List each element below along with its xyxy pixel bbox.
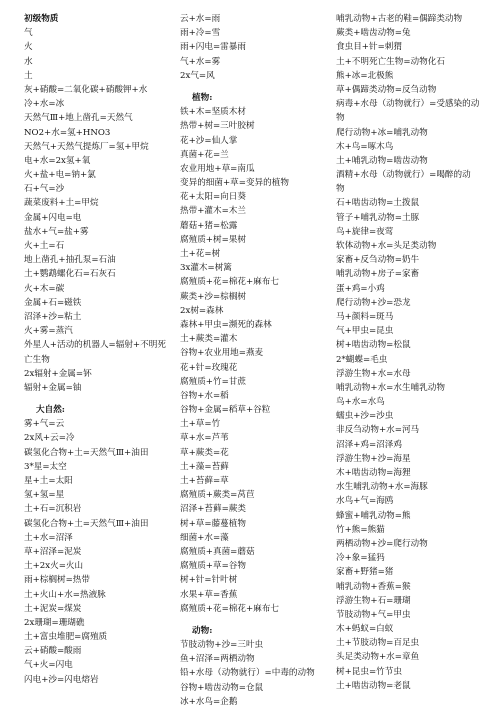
recipe-line: 物 bbox=[336, 184, 345, 195]
recipe-line: 雨+闪电=雷暴雨 bbox=[180, 42, 246, 53]
recipe-line: NO2+水=氢+HNO3 bbox=[24, 127, 111, 138]
recipe-line: 土+哺乳动物=啮齿动物 bbox=[336, 155, 428, 166]
recipe-line: 火+盐+电=钠+氯 bbox=[24, 170, 96, 181]
recipe-line: 土+富虫堆肥=腐殖质 bbox=[24, 632, 108, 643]
recipe-line: 土+2x火=火山 bbox=[24, 561, 84, 572]
recipe-line: 农业用地+草=南瓜 bbox=[180, 163, 255, 174]
section-heading: 植物: bbox=[192, 92, 213, 103]
recipe-line: 土+草=竹 bbox=[180, 419, 221, 430]
recipe-line: 土+不明死亡生物=动物化石 bbox=[336, 56, 445, 67]
recipe-line: 火+雾=蒸汽 bbox=[24, 326, 73, 337]
recipe-line: 食虫目+针=刺猬 bbox=[336, 42, 402, 53]
recipe-line: 爬行动物+沙=恐龙 bbox=[336, 297, 411, 308]
recipe-line: 火+木=碳 bbox=[24, 283, 65, 294]
recipe-line: 腐殖质+草=谷物 bbox=[180, 561, 246, 572]
recipe-line: 云+水=雨 bbox=[180, 14, 221, 24]
recipe-line: 石+啮齿动物=土拨鼠 bbox=[336, 198, 420, 209]
recipe-line: 鸟+水=水鸟 bbox=[336, 397, 385, 408]
recipe-line: 铁+木=坚质木材 bbox=[180, 107, 246, 118]
recipe-line: 土 bbox=[24, 70, 33, 81]
recipe-line: 草+水=芦苇 bbox=[180, 433, 229, 444]
recipe-line: 雾+气=云 bbox=[24, 419, 65, 430]
recipe-line: 草+蕨类=花 bbox=[180, 447, 229, 458]
recipe-line: 家畜+反刍动物=奶牛 bbox=[336, 255, 420, 266]
recipe-line: 水果+草=香蕉 bbox=[180, 589, 238, 600]
recipe-line: 真菌+花=兰 bbox=[180, 149, 229, 160]
recipe-line: 谷物+水=稻 bbox=[180, 390, 229, 401]
recipe-line: 石+气=沙 bbox=[24, 184, 65, 195]
recipe-line: 天然气+天然气提炼厂=氢+甲烷 bbox=[24, 141, 149, 152]
recipe-line: 2*蝴蝶=毛虫 bbox=[336, 354, 388, 365]
recipe-line: 花+沙=仙人掌 bbox=[180, 135, 238, 146]
recipe-line: 哺乳动物+香蕉=猴 bbox=[336, 581, 411, 592]
recipe-line: 马+颜料=斑马 bbox=[336, 311, 394, 322]
recipe-line: 土+节肢动物=百足虫 bbox=[336, 638, 420, 649]
recipe-line: 蛋+鸡=小鸡 bbox=[336, 283, 385, 294]
recipe-line: 水 bbox=[24, 56, 33, 67]
recipe-line: 热带+灌木=木兰 bbox=[180, 206, 246, 217]
recipe-line: 火 bbox=[24, 42, 33, 53]
recipe-line: 沼泽+鸡=沼泽鸡 bbox=[336, 439, 402, 450]
recipe-line: 土+石=沉积岩 bbox=[24, 504, 82, 515]
recipe-line: 3x灌木=树篱 bbox=[180, 263, 232, 274]
recipe-line: 土+藻=苔藓 bbox=[180, 461, 229, 472]
recipe-line: 外星人+活动的机器人=辐射+不明死 bbox=[24, 340, 166, 351]
section-heading: 动物: bbox=[192, 625, 213, 636]
recipe-line: 金属+闪电=电 bbox=[24, 212, 82, 223]
recipe-line: 树+昆虫=竹节虫 bbox=[336, 666, 402, 677]
recipe-line: 鱼+沼泽=两栖动物 bbox=[180, 654, 255, 665]
recipe-line: 腐殖质+树=果树 bbox=[180, 234, 246, 245]
recipe-line: 土+鹦鹉螺化石=石灰石 bbox=[24, 269, 116, 280]
recipe-line: 地上凿孔+抽孔泵=石油 bbox=[24, 255, 116, 266]
recipe-line: 沼泽+沙=粘土 bbox=[24, 311, 82, 322]
recipe-line: 碳氢化合物+土=天然气Ⅲ+油田 bbox=[24, 447, 149, 458]
recipe-line: 蠕虫+沙=沙虫 bbox=[336, 411, 394, 422]
recipe-line: 2x珊瑚=珊瑚礁 bbox=[24, 617, 85, 628]
recipe-line: 土+花=树 bbox=[180, 249, 221, 259]
recipe-line: 花+太阳=向日葵 bbox=[180, 192, 246, 203]
recipe-line: 冰+水鸟=企鹅 bbox=[180, 696, 238, 707]
section-spacer bbox=[180, 83, 330, 91]
recipe-line: 蜂蜜+哺乳动物=熊 bbox=[336, 510, 411, 521]
recipe-line: 2x气=风 bbox=[180, 70, 215, 81]
section-spacer bbox=[180, 616, 330, 624]
recipe-line: 土+水=沼泽 bbox=[24, 532, 73, 543]
recipe-line: 蕨类+啮齿动物=兔 bbox=[336, 28, 411, 39]
recipe-line: 云+硝酸=酸雨 bbox=[24, 646, 82, 657]
recipe-line: 浮游生物+水=水母 bbox=[336, 368, 411, 379]
recipe-line: 树+针=针叶树 bbox=[180, 575, 238, 586]
recipe-line: 土+啮齿动物=老鼠 bbox=[336, 680, 411, 691]
recipe-line: 头足类动物+水=章鱼 bbox=[336, 652, 420, 663]
recipe-line: 3*星=太空 bbox=[24, 461, 67, 472]
recipe-line: 2x辐射+金属=钚 bbox=[24, 368, 92, 379]
recipe-line: 闪电+沙=闪电熔岩 bbox=[24, 674, 99, 685]
recipe-line: 天然气Ⅲ+地上凿孔=天然气 bbox=[24, 113, 133, 124]
recipe-line: 节肢动物+气=甲虫 bbox=[336, 609, 411, 620]
recipe-line: 非反刍动物+水=河马 bbox=[336, 425, 420, 436]
recipe-line: 金属+石=磁铁 bbox=[24, 297, 82, 308]
recipe-line: 火+土=石 bbox=[24, 241, 65, 251]
recipe-line: 谷物+金属=稻草+谷粒 bbox=[180, 405, 271, 416]
column-plants bbox=[180, 12, 330, 709]
recipe-line: 碳氢化合物+土=天然气Ⅲ+油田 bbox=[24, 518, 149, 529]
recipe-line: 节肢动物+沙=三叶虫 bbox=[180, 640, 264, 651]
recipe-line: 病毒+水母（动物就行）=受感染的动 bbox=[336, 99, 480, 110]
recipe-line: 谷物+啮齿动物=仓鼠 bbox=[180, 682, 264, 693]
recipe-line: 亡生物 bbox=[24, 354, 50, 365]
recipe-line: 腐殖质+花=棉花+麻布七 bbox=[180, 603, 279, 614]
recipe-line: 蔬菜废料+土=甲烷 bbox=[24, 198, 99, 209]
recipe-line: 物 bbox=[336, 113, 345, 124]
recipe-line: 雨+棕榈树=热带 bbox=[24, 575, 90, 586]
recipe-line: 腐殖质+竹=甘蔗 bbox=[180, 376, 246, 387]
recipe-line: 木+啮齿动物=海狸 bbox=[336, 468, 411, 478]
column-basic-nature bbox=[24, 12, 176, 687]
recipe-line: 土+火山+水=热液脉 bbox=[24, 589, 106, 600]
recipe-line: 2x风+云=冷 bbox=[24, 433, 75, 444]
recipe-line: 水生哺乳动物+水=海豚 bbox=[336, 482, 428, 493]
recipe-line: 热带+树=三叶胶树 bbox=[180, 121, 255, 132]
section-heading: 大自然: bbox=[36, 405, 65, 416]
recipe-line: 细菌+水=藻 bbox=[180, 532, 229, 543]
recipe-line: 星+土=太阳 bbox=[24, 476, 73, 486]
recipe-line: 爬行动物+冰=哺乳动物 bbox=[336, 127, 428, 138]
recipe-line: 哺乳动物+水=水生哺乳动物 bbox=[336, 382, 445, 393]
recipe-line: 土+苔藓=草 bbox=[180, 476, 229, 486]
recipe-line: 木+蚂蚁=白蚁 bbox=[336, 624, 394, 635]
recipe-line: 熊+冰=北极熊 bbox=[336, 70, 394, 81]
recipe-line: 气 bbox=[24, 28, 33, 39]
recipe-line: 气+水=雾 bbox=[180, 56, 221, 67]
recipe-line: 冷+象=猛犸 bbox=[336, 553, 385, 564]
recipe-line: 腐殖质+花=棉花+麻布七 bbox=[180, 277, 279, 288]
recipe-line: 冷+水=冰 bbox=[24, 99, 65, 110]
recipe-line: 浮游生物+沙=海星 bbox=[336, 453, 411, 464]
recipe-line: 花+针=玫瑰花 bbox=[180, 362, 238, 373]
recipe-line: 沼泽+苔藓=蕨类 bbox=[180, 504, 246, 515]
recipe-line: 哺乳动物+古老的鞋=偶蹄类动物 bbox=[336, 14, 463, 24]
recipe-line: 家畜+野猪=猪 bbox=[336, 567, 394, 578]
column-animals bbox=[336, 12, 496, 693]
recipe-line: 雨+冷=雪 bbox=[180, 28, 221, 39]
recipe-line: 电+水=2x氢+氧 bbox=[24, 155, 91, 166]
recipe-line: 土+泥炭=煤炭 bbox=[24, 603, 82, 614]
recipe-line: 管子+哺乳动物=土豚 bbox=[336, 212, 420, 223]
recipe-line: 辐射+金属=铀 bbox=[24, 382, 82, 393]
recipe-line: 树+草=藤蔓植物 bbox=[180, 518, 246, 529]
recipe-line: 变异的细菌+草=变异的植物 bbox=[180, 178, 289, 189]
recipe-line: 软体动物+水=头足类动物 bbox=[336, 241, 437, 251]
recipe-line: 灰+硝酸=二氧化碳+硝酸钾+水 bbox=[24, 84, 148, 95]
recipe-line: 蕨类+沙=棕榈树 bbox=[180, 291, 246, 302]
recipe-line: 盐水+气=盐+雾 bbox=[24, 226, 89, 237]
recipe-line: 水鸟+气=海鸥 bbox=[336, 496, 394, 507]
recipe-line: 蘑菇+猪=松露 bbox=[180, 220, 238, 231]
recipe-line: 铅+水母（动物就行）=中毒的动物 bbox=[180, 668, 315, 679]
recipe-line: 鸟+旋律=夜莺 bbox=[336, 226, 394, 237]
recipe-line: 两栖动物+沙=爬行动物 bbox=[336, 538, 428, 549]
section-heading: 初级物质 bbox=[24, 14, 59, 24]
recipe-line: 2x树=森林 bbox=[180, 305, 224, 316]
section-spacer bbox=[24, 395, 176, 403]
recipe-line: 腐殖质+蕨类=莴苣 bbox=[180, 490, 255, 501]
recipe-line: 浮游生物+石=珊瑚 bbox=[336, 595, 411, 606]
recipe-line: 气+甲虫=昆虫 bbox=[336, 326, 394, 337]
recipe-line: 酒精+水母（动物就行）=喝醉的动 bbox=[336, 170, 471, 181]
recipe-line: 木+鸟=啄木鸟 bbox=[336, 141, 394, 152]
recipe-line: 腐殖质+真菌=蘑菇 bbox=[180, 546, 255, 557]
recipe-line: 草+偶蹄类动物=反刍动物 bbox=[336, 84, 437, 95]
recipe-line: 气+火=闪电 bbox=[24, 660, 73, 671]
recipe-line: 谷物+农业用地=燕麦 bbox=[180, 348, 264, 359]
recipe-line: 草+沼泽=泥炭 bbox=[24, 546, 82, 557]
recipe-line: 氢+氢=星 bbox=[24, 490, 65, 501]
recipe-line: 土+蕨类=灌木 bbox=[180, 334, 238, 345]
recipe-line: 树+啮齿动物=松鼠 bbox=[336, 340, 411, 351]
recipe-line: 竹+熊=熊猫 bbox=[336, 524, 385, 535]
recipe-line: 森林+甲虫=濒死的森林 bbox=[180, 319, 272, 330]
recipe-line: 哺乳动物+房子=家畜 bbox=[336, 269, 420, 280]
